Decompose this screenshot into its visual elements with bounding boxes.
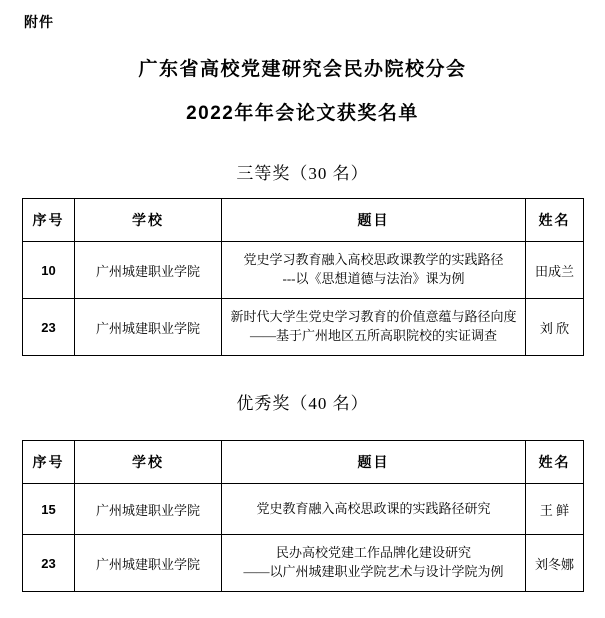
section-heading-third-prize: 三等奖（30 名） xyxy=(236,164,369,183)
table-row xyxy=(23,242,584,299)
cell-no: 15 xyxy=(23,484,75,535)
table-row xyxy=(23,535,584,592)
table-header-row xyxy=(23,199,584,242)
column-header-name: 姓名 xyxy=(526,199,584,242)
cell-no: 10 xyxy=(23,242,75,299)
cell-no: 23 xyxy=(23,535,75,592)
document-title-line1: 广东省高校党建研究会民办院校分会 xyxy=(138,59,467,80)
document-title-line2: 2022年年会论文获奖名单 xyxy=(186,103,419,124)
third-prize-table xyxy=(22,198,584,356)
cell-name: 王 鲜 xyxy=(526,484,584,535)
cell-school: 广州城建职业学院 xyxy=(75,299,222,356)
section-heading-excellence-prize: 优秀奖（40 名） xyxy=(236,394,369,413)
cell-name: 刘 欣 xyxy=(526,299,584,356)
cell-title-line: 新时代大学生党史学习教育的价值意蕴与路径向度 xyxy=(230,309,517,325)
table-row xyxy=(23,484,584,535)
cell-name: 田成兰 xyxy=(526,242,584,299)
excellence-prize-table xyxy=(22,440,584,592)
cell-school: 广州城建职业学院 xyxy=(75,535,222,592)
column-header-title: 题目 xyxy=(222,199,526,242)
column-header-school: 学校 xyxy=(75,199,222,242)
cell-school: 广州城建职业学院 xyxy=(75,242,222,299)
cell-name: 刘冬娜 xyxy=(526,535,584,592)
cell-title-line: 党史教育融入高校思政课的实践路径研究 xyxy=(256,500,491,516)
cell-title-line: 党史学习教育融入高校思政课教学的实践路径 xyxy=(243,252,504,268)
cell-title-line: ——基于广州地区五所高职院校的实证调查 xyxy=(249,328,497,343)
cell-title-line: 民办高校党建工作品牌化建设研究 xyxy=(275,545,471,561)
column-header-name: 姓名 xyxy=(526,441,584,484)
cell-no: 23 xyxy=(23,299,75,356)
cell-title xyxy=(222,242,526,299)
column-header-no: 序号 xyxy=(23,441,75,484)
cell-title xyxy=(222,484,526,535)
column-header-no: 序号 xyxy=(23,199,75,242)
table-header-row xyxy=(23,441,584,484)
cell-title-line: ---以《思想道德与法治》课为例 xyxy=(282,271,465,286)
cell-title xyxy=(222,535,526,592)
cell-title-line: ——以广州城建职业学院艺术与设计学院为例 xyxy=(243,564,504,579)
column-header-title: 题目 xyxy=(222,441,526,484)
attachment-label: 附件 xyxy=(24,14,54,30)
cell-title xyxy=(222,299,526,356)
column-header-school: 学校 xyxy=(75,441,222,484)
table-row xyxy=(23,299,584,356)
cell-school: 广州城建职业学院 xyxy=(75,484,222,535)
